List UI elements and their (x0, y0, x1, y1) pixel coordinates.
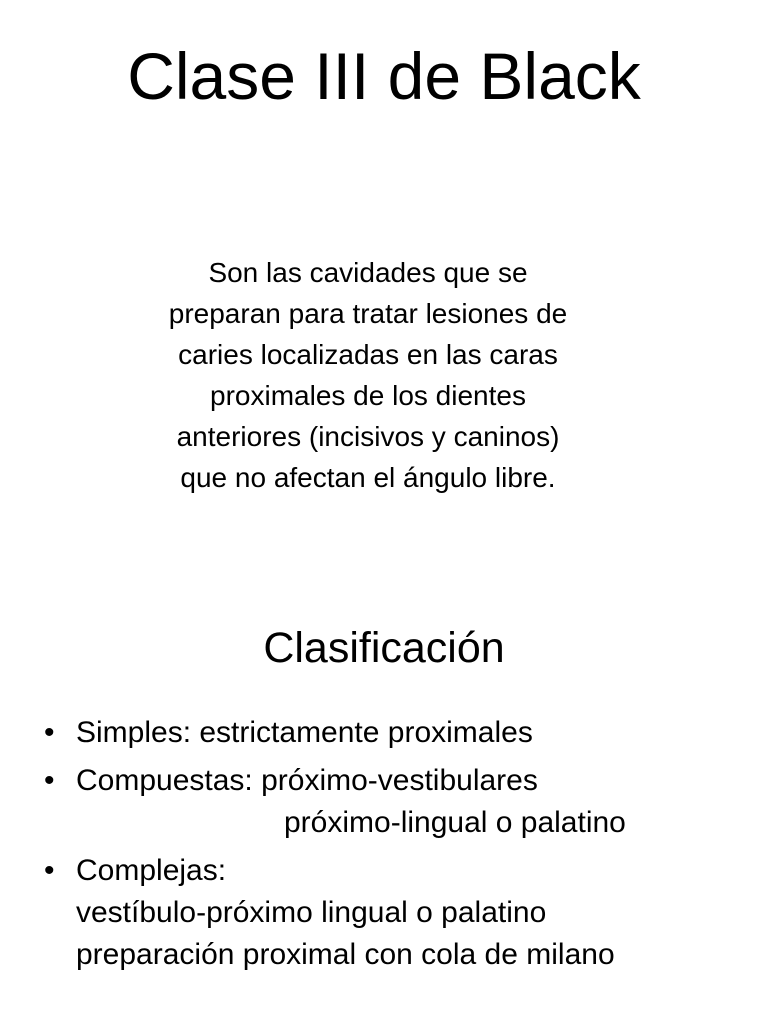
definition-line: proximales de los dientes (210, 380, 526, 411)
definition-line: preparan para tratar lesiones de (168, 298, 568, 329)
classification-list (44, 712, 754, 982)
list-item-text: preparación proximal con cola de milano (76, 938, 615, 971)
list-item-text: Simples: estrictamente proximales (76, 716, 533, 749)
list-item-compuestas (44, 760, 754, 844)
classification-heading: Clasificación (263, 624, 505, 672)
list-item-simples (44, 712, 754, 754)
definition-line: Son las cavidades que se (208, 257, 528, 288)
list-item-text: vestíbulo-próximo lingual o palatino (76, 896, 547, 929)
bullet-icon: • (44, 854, 55, 887)
definition-line: que no afectan el ángulo libre. (180, 462, 556, 493)
list-item-text: Compuestas: próximo-vestibulares (76, 764, 538, 797)
definition-line: anteriores (incisivos y caninos) (176, 421, 560, 452)
list-item-complejas (44, 850, 754, 976)
list-item-text: próximo-lingual o palatino (284, 806, 626, 839)
definition-line: caries localizadas en las caras (178, 339, 558, 370)
list-item-text: Complejas: (76, 854, 227, 887)
definition-paragraph (104, 252, 632, 498)
slide-title: Clase III de Black (127, 39, 641, 113)
bullet-icon: • (44, 764, 55, 797)
bullet-icon: • (44, 716, 55, 749)
